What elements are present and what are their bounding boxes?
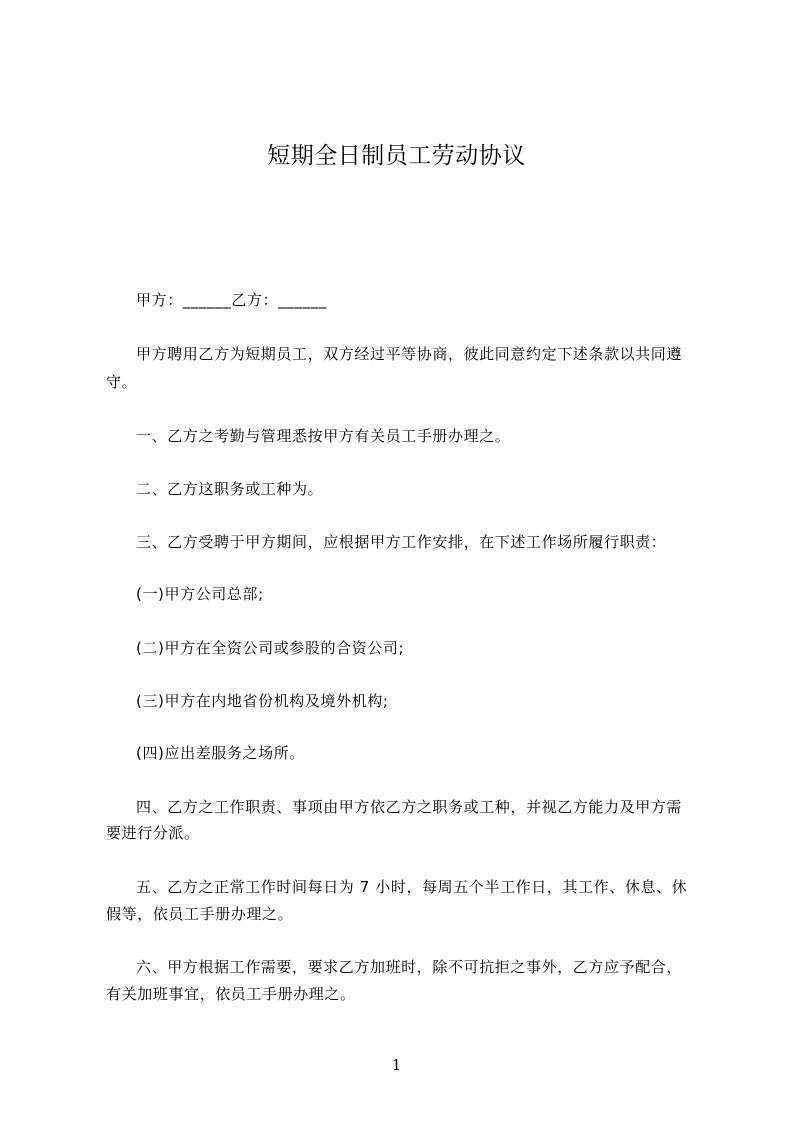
clause-6-line-2: 有关加班事宜，依员工手册办理之。 [106,985,356,1003]
document-title: 短期全日制员工劳动协议 [267,143,526,169]
clause-5-line-2: 假等，依员工手册办理之。 [106,905,294,923]
clause-4-line-1: 四、乙方之工作职责、事项由甲方依乙方之职务或工种，并视乙方能力及甲方需 [136,798,683,816]
clause-3-item-1: (一)甲方公司总部; [136,585,264,603]
clause-1: 一、乙方之考勤与管理悉按甲方有关员工手册办理之。 [136,427,511,445]
clause-3: 三、乙方受聘于甲方期间，应根据甲方工作安排，在下述工作场所履行职责： [136,533,667,551]
clause-6-line-1: 六、甲方根据工作需要，要求乙方加班时，除不可抗拒之事外，乙方应予配合， [136,958,683,976]
clause-2: 二、乙方这职务或工种为。 [136,480,324,498]
clause-5-line-1: 五、乙方之正常工作时间每日为 7 小时，每周五个半工作日，其工作、休息、休 [136,878,688,896]
clause-3-item-4: (四)应出差服务之场所。 [136,744,305,762]
intro-line-2: 守。 [106,373,138,391]
clause-3-item-2: (二)甲方在全资公司或参股的合资公司; [136,639,405,657]
party-line: 甲方：______乙方：______ [136,291,327,309]
clause-4-line-2: 要进行分派。 [106,824,200,842]
clause-3-item-3: (三)甲方在内地省份机构及境外机构; [136,692,389,710]
intro-line-1: 甲方聘用乙方为短期员工，双方经过平等协商，彼此同意约定下述条款以共同遵 [136,345,683,363]
page-number: 1 [391,1056,402,1074]
